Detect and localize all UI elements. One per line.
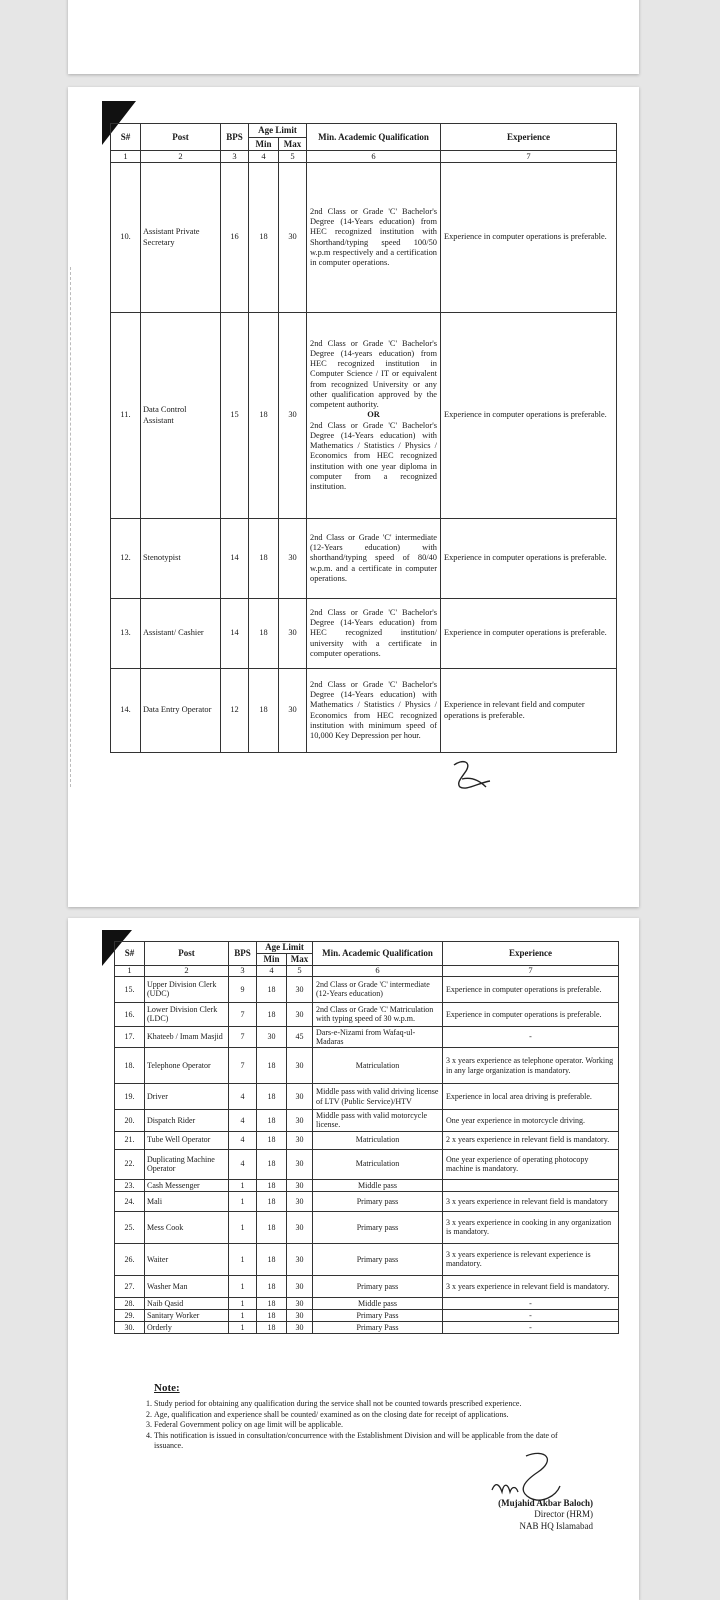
table-row [111, 599, 617, 669]
cell-min: 18 [249, 313, 279, 519]
col-num: 6 [313, 966, 443, 977]
cell-post: Duplicating Machine Operator [145, 1149, 229, 1179]
cell-min: 18 [257, 1131, 287, 1149]
cell-qualification: Middle pass [313, 1179, 443, 1191]
cell-post: Stenotypist [141, 519, 221, 599]
cell-experience: Experience in computer operations is preferable. [443, 1002, 619, 1026]
cell-post: Assistant Private Secretary [141, 163, 221, 313]
cell-bps: 14 [221, 599, 249, 669]
cell-bps: 15 [221, 313, 249, 519]
cell-min: 18 [249, 519, 279, 599]
cell-max: 30 [287, 1297, 313, 1309]
header-age-limit: Age Limit [257, 942, 313, 954]
cell-experience: - [443, 1322, 619, 1334]
cell-experience: Experience in computer operations is preferable. [441, 163, 617, 313]
header-post: Post [141, 124, 221, 151]
header-post: Post [145, 942, 229, 966]
cell-sno: 20. [115, 1110, 145, 1131]
header-max: Max [279, 138, 307, 151]
director-signature [486, 1446, 566, 1506]
cell-post: Mess Cook [145, 1211, 229, 1243]
cell-bps: 1 [229, 1179, 257, 1191]
cell-bps: 1 [229, 1275, 257, 1297]
cell-max: 30 [287, 1131, 313, 1149]
cell-min: 18 [257, 1149, 287, 1179]
header-age-limit: Age Limit [249, 124, 307, 138]
cell-sno: 28. [115, 1297, 145, 1309]
header-sno: S# [111, 124, 141, 151]
cell-min: 18 [249, 599, 279, 669]
cell-max: 30 [279, 313, 307, 519]
signatory-name: (Mujahid Akbar Baloch) [498, 1498, 593, 1508]
table-row [115, 1243, 619, 1275]
cell-min: 18 [257, 1191, 287, 1211]
cell-bps: 1 [229, 1322, 257, 1334]
cell-min: 18 [249, 163, 279, 313]
signatory-office: NAB HQ Islamabad [519, 1520, 593, 1531]
table-row [115, 1048, 619, 1084]
header-min: Min [257, 954, 287, 966]
cell-post: Dispatch Rider [145, 1110, 229, 1131]
cell-min: 18 [257, 1297, 287, 1309]
header-experience: Experience [443, 942, 619, 966]
cell-max: 30 [287, 1211, 313, 1243]
table-row [111, 669, 617, 753]
cell-experience: Experience in computer operations is preferable. [441, 519, 617, 599]
cell-qualification: Primary pass [313, 1211, 443, 1243]
cell-min: 30 [257, 1026, 287, 1047]
cell-post: Telephone Operator [145, 1048, 229, 1084]
cell-sno: 15. [115, 976, 145, 1002]
cell-bps: 1 [229, 1309, 257, 1321]
col-num: 7 [441, 151, 617, 163]
cell-post: Data Control Assistant [141, 313, 221, 519]
cell-qualification [307, 313, 441, 519]
cell-experience: 3 x years experience in relevant field is mandatory [443, 1191, 619, 1211]
cell-sno: 18. [115, 1048, 145, 1084]
table-row [115, 1211, 619, 1243]
cell-sno: 16. [115, 1002, 145, 1026]
cell-sno: 23. [115, 1179, 145, 1191]
cell-experience: 3 x years experience as telephone operator. Working in any large organization is mandatory. [443, 1048, 619, 1084]
posts-table-page-1 [110, 123, 617, 753]
cell-experience: 3 x years experience in relevant field is mandatory. [443, 1275, 619, 1297]
cell-bps: 7 [229, 1026, 257, 1047]
scan-edge [70, 267, 73, 787]
cell-min: 18 [257, 1243, 287, 1275]
cell-experience: - [443, 1026, 619, 1047]
table-row [115, 1110, 619, 1131]
cell-sno: 13. [111, 599, 141, 669]
cell-max: 30 [287, 1322, 313, 1334]
document-page-2 [68, 918, 639, 1600]
signatory-title: Director (HRM) [534, 1509, 593, 1520]
cell-max: 30 [287, 1275, 313, 1297]
table-row [115, 1149, 619, 1179]
cell-experience [443, 1179, 619, 1191]
cell-max: 30 [287, 1243, 313, 1275]
cell-min: 18 [257, 1110, 287, 1131]
note-item: 4. This notification is issued in consultation/concurrence with the Establishment Division and will be applicable from the date of issuance. [154, 1431, 583, 1450]
cell-bps: 7 [229, 1002, 257, 1026]
header-bps: BPS [221, 124, 249, 151]
note-item: 2. Age, qualification and experience shall be counted/ examined as on the closing date for receipt of applications. [154, 1410, 583, 1420]
cell-min: 18 [249, 669, 279, 753]
cell-post: Upper Division Clerk (UDC) [145, 976, 229, 1002]
cell-experience: - [443, 1309, 619, 1321]
cell-min: 18 [257, 1309, 287, 1321]
posts-table-page-2 [114, 941, 619, 1334]
table-row [115, 1131, 619, 1149]
cell-experience: Experience in local area driving is preferable. [443, 1084, 619, 1110]
cell-bps: 16 [221, 163, 249, 313]
cell-sno: 12. [111, 519, 141, 599]
cell-bps: 4 [229, 1149, 257, 1179]
cell-experience: Experience in computer operations is preferable. [443, 976, 619, 1002]
cell-post: Assistant/ Cashier [141, 599, 221, 669]
cell-qualification: Primary Pass [313, 1322, 443, 1334]
col-num: 6 [307, 151, 441, 163]
table-row [111, 163, 617, 313]
cell-post: Mali [145, 1191, 229, 1211]
cell-max: 30 [287, 1084, 313, 1110]
cell-post: Driver [145, 1084, 229, 1110]
cell-sno: 22. [115, 1149, 145, 1179]
cell-experience: 3 x years experience in cooking in any organization is mandatory. [443, 1211, 619, 1243]
header-experience: Experience [441, 124, 617, 151]
initials-signature [448, 757, 498, 797]
document-page-1 [68, 87, 639, 907]
cell-qualification: Primary pass [313, 1191, 443, 1211]
cell-post: Khateeb / Imam Masjid [145, 1026, 229, 1047]
cell-experience: - [443, 1297, 619, 1309]
cell-sno: 29. [115, 1309, 145, 1321]
col-num: 2 [141, 151, 221, 163]
cell-bps: 1 [229, 1191, 257, 1211]
cell-qualification: Dars-e-Nizami from Wafaq-ul-Madaras [313, 1026, 443, 1047]
cell-bps: 14 [221, 519, 249, 599]
cell-max: 30 [279, 163, 307, 313]
qualification-option-1: 2nd Class or Grade 'C' Bachelor's Degree (14-years education) from HEC recognized institution in Computer Science / IT or equivalent from recognized University or any other qualification approved by the competent authority. [310, 338, 437, 410]
signature-block [463, 1498, 593, 1532]
table-row [115, 1322, 619, 1334]
col-num: 1 [115, 966, 145, 977]
col-num: 1 [111, 151, 141, 163]
cell-qualification: Primary Pass [313, 1309, 443, 1321]
cell-experience: Experience in relevant field and computer operations is preferable. [441, 669, 617, 753]
col-num: 5 [279, 151, 307, 163]
qualification-option-2: 2nd Class or Grade 'C' Bachelor's Degree (14-Years education) with Mathematics / Statistics / Physics / Economics from HEC recognized institution with one year diploma in computer from a recognized institution. [310, 420, 437, 492]
table-row [115, 976, 619, 1002]
header-min: Min [249, 138, 279, 151]
cell-post: Sanitary Worker [145, 1309, 229, 1321]
cell-post: Orderly [145, 1322, 229, 1334]
cell-post: Data Entry Operator [141, 669, 221, 753]
header-qualification: Min. Academic Qualification [307, 124, 441, 151]
col-num: 7 [443, 966, 619, 977]
cell-max: 30 [287, 1179, 313, 1191]
cell-qualification: Middle pass with valid motorcycle license. [313, 1110, 443, 1131]
col-num: 4 [257, 966, 287, 977]
cell-qualification: Middle pass [313, 1297, 443, 1309]
note-item: 1. Study period for obtaining any qualification during the service shall not be counted towards prescribed experience. [154, 1399, 583, 1409]
cell-max: 30 [287, 976, 313, 1002]
cell-max: 30 [287, 1048, 313, 1084]
cell-qualification: Matriculation [313, 1131, 443, 1149]
cell-bps: 4 [229, 1110, 257, 1131]
cell-bps: 1 [229, 1297, 257, 1309]
table-row [115, 1191, 619, 1211]
cell-max: 30 [287, 1110, 313, 1131]
cell-experience: Experience in computer operations is preferable. [441, 313, 617, 519]
cell-min: 18 [257, 1002, 287, 1026]
cell-experience: 2 x years experience in relevant field is mandatory. [443, 1131, 619, 1149]
cell-min: 18 [257, 1084, 287, 1110]
header-sno: S# [115, 942, 145, 966]
cell-sno: 21. [115, 1131, 145, 1149]
cell-sno: 30. [115, 1322, 145, 1334]
cell-post: Tube Well Operator [145, 1131, 229, 1149]
table-row [115, 1084, 619, 1110]
cell-max: 30 [279, 599, 307, 669]
cell-sno: 24. [115, 1191, 145, 1211]
cell-min: 18 [257, 1211, 287, 1243]
notes-title: Note: [154, 1382, 180, 1394]
cell-bps: 4 [229, 1084, 257, 1110]
cell-max: 30 [287, 1002, 313, 1026]
cell-bps: 4 [229, 1131, 257, 1149]
cell-experience: One year experience in motorcycle driving. [443, 1110, 619, 1131]
cell-post: Naib Qasid [145, 1297, 229, 1309]
cell-qualification: Matriculation [313, 1149, 443, 1179]
cell-max: 30 [287, 1149, 313, 1179]
previous-page-fragment [68, 0, 639, 74]
cell-qualification: 2nd Class or Grade 'C' Bachelor's Degree (14-Years education) with Mathematics / Statistics / Physics / Economics from HEC recognized institution with minimum speed of 10,000 Key Depression per hour. [307, 669, 441, 753]
cell-experience: Experience in computer operations is preferable. [441, 599, 617, 669]
cell-qualification: 2nd Class or Grade 'C' Bachelor's Degree (14-Years education) from HEC recognized institution/ university with a certificate in computer operations. [307, 599, 441, 669]
table-row [115, 1297, 619, 1309]
col-num: 2 [145, 966, 229, 977]
cell-qualification: 2nd Class or Grade 'C' intermediate (12-Years education) with shorthand/typing speed of 80/40 w.p.m. and a certificate in computer operations. [307, 519, 441, 599]
cell-bps: 9 [229, 976, 257, 1002]
col-num: 5 [287, 966, 313, 977]
cell-sno: 14. [111, 669, 141, 753]
cell-min: 18 [257, 1179, 287, 1191]
cell-experience: 3 x years experience is relevant experience is mandatory. [443, 1243, 619, 1275]
cell-min: 18 [257, 1322, 287, 1334]
cell-qualification: 2nd Class or Grade 'C' Bachelor's Degree (14-Years education) from HEC recognized institution with Shorthand/typing speed 100/50 w.p.m respectively and a certification in computer operations. [307, 163, 441, 313]
cell-post: Washer Man [145, 1275, 229, 1297]
cell-bps: 1 [229, 1243, 257, 1275]
cell-sno: 27. [115, 1275, 145, 1297]
cell-qualification: 2nd Class or Grade 'C' intermediate (12-Years education) [313, 976, 443, 1002]
table-row [115, 1179, 619, 1191]
table-row [111, 313, 617, 519]
header-qualification: Min. Academic Qualification [313, 942, 443, 966]
cell-qualification: Middle pass with valid driving license of LTV (Public Service)/HTV [313, 1084, 443, 1110]
cell-post: Cash Messenger [145, 1179, 229, 1191]
note-item: 3. Federal Government policy on age limit will be applicable. [154, 1420, 583, 1430]
table-row [115, 1275, 619, 1297]
notes-section [138, 1382, 583, 1451]
cell-post: Lower Division Clerk (LDC) [145, 1002, 229, 1026]
table-row [115, 1026, 619, 1047]
table-row [111, 519, 617, 599]
header-bps: BPS [229, 942, 257, 966]
cell-experience: One year experience of operating photocopy machine is mandatory. [443, 1149, 619, 1179]
col-num: 3 [221, 151, 249, 163]
cell-sno: 10. [111, 163, 141, 313]
cell-sno: 11. [111, 313, 141, 519]
header-max: Max [287, 954, 313, 966]
cell-post: Waiter [145, 1243, 229, 1275]
cell-qualification: Primary pass [313, 1275, 443, 1297]
table-row [115, 1002, 619, 1026]
cell-sno: 19. [115, 1084, 145, 1110]
cell-qualification: Matriculation [313, 1048, 443, 1084]
cell-sno: 17. [115, 1026, 145, 1047]
table-row [115, 1309, 619, 1321]
cell-min: 18 [257, 1048, 287, 1084]
cell-max: 30 [279, 669, 307, 753]
cell-min: 18 [257, 1275, 287, 1297]
cell-max: 30 [287, 1309, 313, 1321]
cell-min: 18 [257, 976, 287, 1002]
cell-qualification: 2nd Class or Grade 'C' Matriculation with typing speed of 30 w.p.m. [313, 1002, 443, 1026]
col-num: 3 [229, 966, 257, 977]
qualification-or: OR [367, 410, 380, 420]
cell-max: 45 [287, 1026, 313, 1047]
cell-max: 30 [279, 519, 307, 599]
col-num: 4 [249, 151, 279, 163]
cell-bps: 12 [221, 669, 249, 753]
cell-max: 30 [287, 1191, 313, 1211]
cell-bps: 7 [229, 1048, 257, 1084]
cell-sno: 26. [115, 1243, 145, 1275]
cell-sno: 25. [115, 1211, 145, 1243]
cell-qualification: Primary pass [313, 1243, 443, 1275]
cell-bps: 1 [229, 1211, 257, 1243]
